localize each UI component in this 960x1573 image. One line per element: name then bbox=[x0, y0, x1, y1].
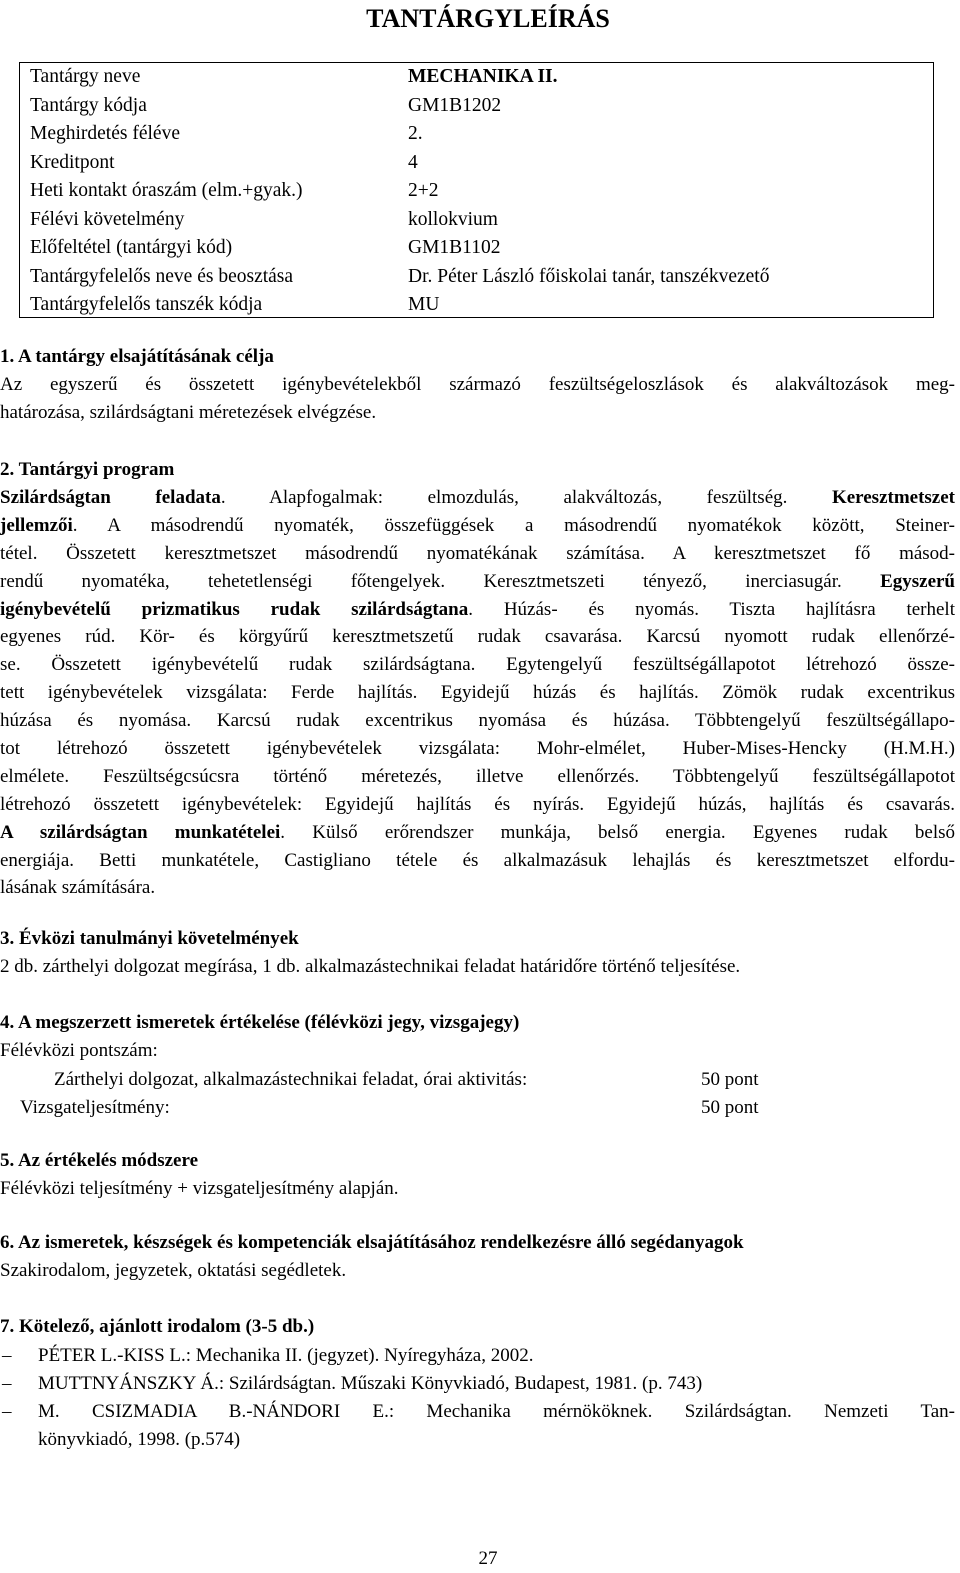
section-heading: 4. A megszerzett ismeretek értékelése (félévközi jegy, vizsgajegy) bbox=[0, 1012, 520, 1033]
list-item bbox=[0, 1342, 955, 1370]
list-item-continuation bbox=[0, 1426, 955, 1454]
paragraph-line bbox=[0, 512, 955, 540]
paragraph-line: elmélete. Feszültségcsúcsra történő méretezés, illetve ellenőrzés. Többtengelyű feszültségállapotot bbox=[0, 765, 955, 787]
literature-list bbox=[0, 1342, 955, 1454]
section-literature-heading bbox=[0, 1313, 955, 1341]
bold-term: Szilárdságtan feladata bbox=[0, 487, 221, 508]
info-value: 2+2 bbox=[408, 180, 439, 201]
section-evaluation-method bbox=[0, 1147, 955, 1203]
bold-term: jellemzői bbox=[0, 514, 73, 536]
paragraph-line: Félévközi teljesítmény + vizsgateljesítmény alapján. bbox=[0, 1177, 399, 1199]
reference-text: M. CSIZMADIA B.-NÁNDORI E.: Mechanika mérnököknek. Szilárdságtan. Nemzeti Tan- bbox=[38, 1400, 955, 1422]
reference-text: könyvkiadó, 1998. (p.574) bbox=[38, 1428, 241, 1450]
info-label: Félévi követelmény bbox=[30, 208, 185, 230]
section-heading: 7. Kötelező, ajánlott irodalom (3-5 db.) bbox=[0, 1316, 315, 1337]
dash-bullet: – bbox=[2, 1372, 12, 1394]
info-value: GM1B1102 bbox=[408, 237, 501, 258]
paragraph-line: Félévközi pontszám: bbox=[0, 1039, 158, 1061]
paragraph-line: energiája. Betti munkatétele, Castigliano tétele és alkalmazásuk lehajlás és keresztmetszet elfordu- bbox=[0, 849, 955, 871]
paragraph-line: se. Összetett igénybevételű rudak szilárdságtana. Egytengelyű feszültségállapotot létrehozó össze- bbox=[0, 654, 955, 676]
text-run: . Húzás- és nyomás. Tiszta hajlításra terhelt bbox=[468, 598, 955, 620]
paragraph-line: létrehozó összetett igénybevételek: Egyidejű hajlítás és nyírás. Egyidejű húzás, hajlítás és csavarás. bbox=[0, 793, 955, 815]
info-value: kollokvium bbox=[408, 208, 498, 230]
paragraph-line bbox=[0, 484, 955, 512]
bold-term: igénybevételű prizmatikus rudak szilárdságtana bbox=[0, 598, 469, 620]
paragraph-line: határozása, szilárdságtani méretezések elvégzése. bbox=[0, 401, 377, 423]
paragraph-line: Szakirodalom, jegyzetek, oktatási segédletek. bbox=[0, 1259, 347, 1281]
paragraph-line: tot létrehozó összetett igénybevételek vizsgálata: Mohr-elmélet, Huber-Mises-Hencky (H.M.H.) bbox=[0, 738, 955, 760]
info-label: Tantárgy kódja bbox=[30, 94, 147, 116]
paragraph-line bbox=[0, 568, 955, 596]
section-heading: 5. Az értékelés módszere bbox=[0, 1150, 199, 1171]
course-info-table bbox=[19, 62, 934, 318]
info-label: Tantárgyfelelős tanszék kódja bbox=[30, 294, 263, 315]
list-item bbox=[0, 1370, 955, 1398]
section-heading: 3. Évközi tanulmányi követelmények bbox=[0, 928, 299, 949]
dash-bullet: – bbox=[2, 1400, 12, 1422]
section-program-heading bbox=[0, 456, 955, 484]
section-heading: 2. Tantárgyi program bbox=[0, 459, 175, 480]
info-label: Meghirdetés féléve bbox=[30, 123, 180, 144]
score-value: 50 pont bbox=[701, 1069, 759, 1090]
reference-text: MUTTNYÁNSZKY Á.: Szilárdságtan. Műszaki Könyvkiadó, Budapest, 1981. (p. 743) bbox=[38, 1372, 703, 1394]
text-run: . A másodrendű nyomaték, összefüggések a másodrendű nyomatékok között, Steiner- bbox=[72, 514, 955, 536]
score-label: Zárthelyi dolgozat, alkalmazástechnikai feladat, órai aktivitás: bbox=[54, 1069, 528, 1090]
section-assessment bbox=[0, 1009, 955, 1065]
paragraph-line: egyenes rúd. Kör- és körgyűrű keresztmetszetű rudak csavarása. Karcsú nyomott rudak ellenőrzé- bbox=[0, 626, 955, 648]
text-run: . Alapfogalmak: elmozdulás, alakváltozás, feszültség. bbox=[220, 487, 832, 508]
info-value: Dr. Péter László főiskolai tanár, tanszékvezető bbox=[408, 265, 770, 287]
info-value: 4 bbox=[408, 151, 418, 173]
paragraph-line: Az egyszerű és összetett igénybevételekből származó feszültségeloszlások és alakváltozások meg- bbox=[0, 373, 955, 395]
info-label: Tantárgyfelelős neve és beosztása bbox=[30, 265, 294, 287]
section-heading: 6. Az ismeretek, készségek és kompetenciák elsajátításához rendelkezésre álló segédanyagok bbox=[0, 1232, 744, 1253]
section-program-body bbox=[0, 484, 955, 902]
info-label: Tantárgy neve bbox=[30, 66, 141, 87]
page-number: 27 bbox=[478, 1548, 498, 1569]
paragraph-line: húzása és nyomása. Karcsú rudak excentrikus nyomása és húzása. Többtengelyű feszültségállapo- bbox=[0, 710, 955, 732]
text-run: rendű nyomatéka, tehetetlenségi főtengelyek. Keresztmetszeti tényező, inerciasugár. bbox=[0, 570, 881, 592]
list-item bbox=[0, 1398, 955, 1426]
text-run: . Külső erőrendszer munkája, belső energia. Egyenes rudak belső bbox=[280, 821, 955, 843]
info-value: 2. bbox=[408, 123, 423, 144]
score-value: 50 pont bbox=[701, 1097, 759, 1118]
paragraph-line bbox=[0, 596, 955, 624]
paragraph-line bbox=[0, 819, 955, 847]
section-requirements bbox=[0, 925, 955, 981]
paragraph-line: lásának számítására. bbox=[0, 877, 156, 899]
info-value: MECHANIKA II. bbox=[408, 66, 558, 87]
document-title: TANTÁRGYLEÍRÁS bbox=[366, 4, 610, 33]
bold-term: Egyszerű bbox=[880, 570, 955, 592]
info-value: GM1B1202 bbox=[408, 94, 502, 116]
section-materials bbox=[0, 1229, 955, 1285]
info-label: Heti kontakt óraszám (elm.+gyak.) bbox=[30, 180, 303, 201]
bold-term: Keresztmetszet bbox=[831, 487, 956, 508]
bold-term: A szilárdságtan munkatételei bbox=[0, 821, 281, 843]
info-label: Előfeltétel (tantárgyi kód) bbox=[30, 237, 233, 258]
score-label: Vizsgateljesítmény: bbox=[20, 1097, 170, 1118]
paragraph-line: tett igénybevételek vizsgálata: Ferde hajlítás. Egyidejű húzás és hajlítás. Zömök rudak excentrikus bbox=[0, 682, 955, 704]
dash-bullet: – bbox=[2, 1345, 12, 1366]
section-objective bbox=[0, 343, 955, 427]
info-label: Kreditpont bbox=[30, 151, 115, 173]
paragraph-line: 2 db. zárthelyi dolgozat megírása, 1 db. alkalmazástechnikai feladat határidőre történő teljesítése. bbox=[0, 955, 741, 977]
paragraph-line: tétel. Összetett keresztmetszet másodrendű nyomatékának számítása. A keresztmetszet fő másod- bbox=[0, 542, 955, 564]
section-heading: 1. A tantárgy elsajátításának célja bbox=[0, 346, 274, 367]
info-value: MU bbox=[408, 294, 440, 315]
reference-text: PÉTER L.-KISS L.: Mechanika II. (jegyzet). Nyíregyháza, 2002. bbox=[38, 1345, 534, 1366]
